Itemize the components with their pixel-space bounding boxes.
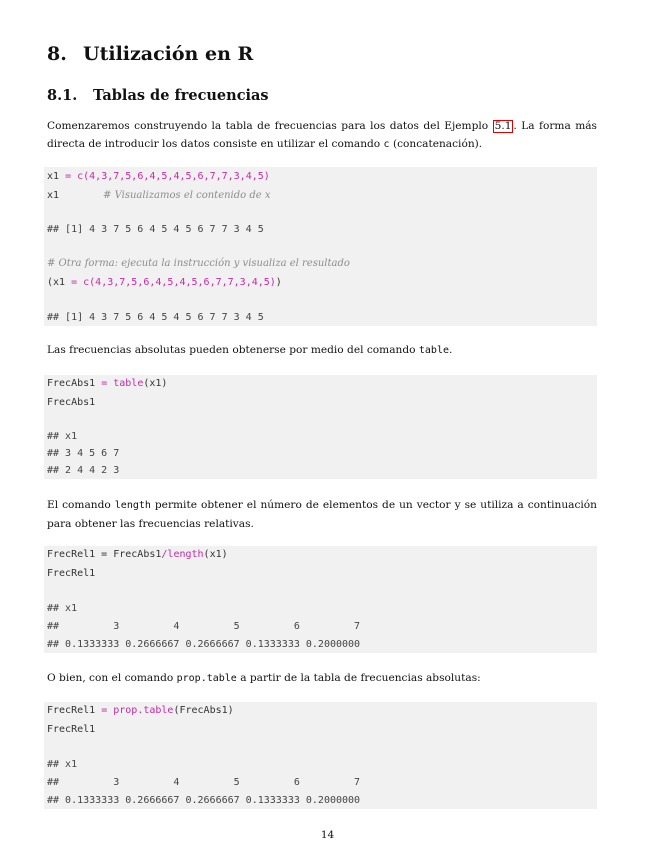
code-token: FrecRel1	[47, 705, 96, 716]
section-number: 8.	[47, 43, 67, 65]
code-line: FrecRel1	[47, 724, 96, 735]
text-span: Comenzaremos construyendo la tabla de frecuencias para los datos del Ejemplo	[47, 120, 493, 132]
inline-code: prop.table	[176, 673, 237, 684]
code-token: /	[161, 549, 168, 560]
paragraph-line	[47, 341, 597, 360]
code-output: ## 2 4 4 2 3	[47, 465, 120, 476]
code-token: (FrecAbs1)	[173, 705, 234, 716]
code-block-4	[44, 702, 597, 809]
code-token: (x1)	[143, 378, 168, 389]
code-token: =	[65, 277, 84, 288]
code-output: ## [1] 4 3 7 5 6 4 5 4 5 6 7 7 3 4 5	[47, 224, 264, 235]
code-line	[47, 705, 234, 717]
code-line: FrecRel1	[47, 568, 96, 579]
text-span: Las frecuencias absolutas pueden obtenerse por medio del comando	[47, 344, 419, 356]
paragraph-line	[47, 669, 597, 688]
code-line	[47, 277, 282, 289]
code-token: (x1	[47, 277, 66, 288]
code-block-3	[44, 546, 597, 653]
code-token: =	[95, 378, 114, 389]
page-number: 14	[320, 829, 335, 841]
code-line	[47, 190, 271, 202]
code-output: ## 3 4 5 6 7	[47, 621, 361, 632]
code-output: ## x1	[47, 603, 78, 614]
text-span: directa de introducir los datos consiste en utilizar el comando	[47, 138, 384, 150]
code-block-2	[44, 375, 597, 479]
section-title: Utilización en R	[83, 43, 254, 65]
text-span: .	[449, 344, 453, 356]
section-heading	[47, 43, 253, 65]
paragraph-prop-table	[47, 669, 597, 688]
code-token: x1	[47, 190, 60, 201]
paragraph-length	[47, 496, 597, 533]
subsection-number: 8.1.	[47, 87, 78, 104]
code-output: ## [1] 4 3 7 5 6 4 5 4 5 6 7 7 3 4 5	[47, 312, 264, 323]
paragraph-absolute-freq	[47, 341, 597, 360]
code-token: c	[77, 171, 84, 182]
code-output: ## 3 4 5 6 7	[47, 777, 361, 788]
code-token: (4,3,7,5,6,4,5,4,5,6,7,7,3,4,5)	[83, 171, 270, 182]
paragraph-intro	[47, 117, 597, 154]
code-output: ## 0.1333333 0.2666667 0.2666667 0.1333333 0.2000000	[47, 639, 361, 650]
code-token: )	[275, 277, 282, 288]
text-span: (concatenación).	[389, 138, 483, 150]
inline-code: table	[418, 345, 449, 356]
code-output: ## x1	[47, 759, 78, 770]
code-token: =	[95, 705, 114, 716]
code-line	[47, 549, 228, 561]
code-token: FrecAbs1	[47, 378, 96, 389]
text-span: permite obtener el número de elementos de un vector y se utiliza a continuación	[150, 499, 597, 511]
code-line	[47, 258, 350, 270]
code-block-1	[44, 167, 597, 326]
code-token: x1	[47, 171, 60, 182]
text-span: El comando	[47, 499, 115, 511]
text-span: a partir de la tabla de frecuencias absolutas:	[236, 672, 481, 684]
paragraph-line	[47, 496, 597, 515]
code-token: (4,3,7,5,6,4,5,4,5,6,7,7,3,4,5)	[89, 277, 276, 288]
subsection-title: Tablas de frecuencias	[93, 87, 269, 104]
code-output: ## 3 4 5 6 7	[47, 448, 120, 459]
code-token: table	[113, 378, 144, 389]
paragraph-line	[47, 135, 597, 154]
code-comment: # Visualizamos el contenido de x	[103, 190, 271, 201]
code-token: c	[83, 277, 90, 288]
paragraph-line	[47, 117, 597, 135]
code-output: ## 0.1333333 0.2666667 0.2666667 0.1333333 0.2000000	[47, 795, 361, 806]
text-span: O bien, con el comando	[47, 672, 177, 684]
code-output: ## x1	[47, 431, 78, 442]
text-span: . La forma más	[513, 120, 597, 132]
code-token: =	[59, 171, 78, 182]
code-line: FrecAbs1	[47, 397, 96, 408]
code-line	[47, 378, 167, 390]
example-reference-link[interactable]: 5.1	[494, 120, 512, 132]
paragraph-line: para obtener las frecuencias relativas.	[47, 518, 254, 530]
code-line	[47, 171, 270, 183]
code-token: (x1)	[203, 549, 228, 560]
inline-code: length	[114, 500, 151, 511]
subsection-heading	[47, 87, 269, 104]
code-token: length	[167, 549, 204, 560]
inline-code: c	[383, 139, 390, 150]
code-token: prop.table	[113, 705, 174, 716]
code-token: FrecRel1 = FrecAbs1	[47, 549, 162, 560]
code-comment: # Otra forma: ejecuta la instrucción y visualiza el resultado	[47, 258, 350, 269]
